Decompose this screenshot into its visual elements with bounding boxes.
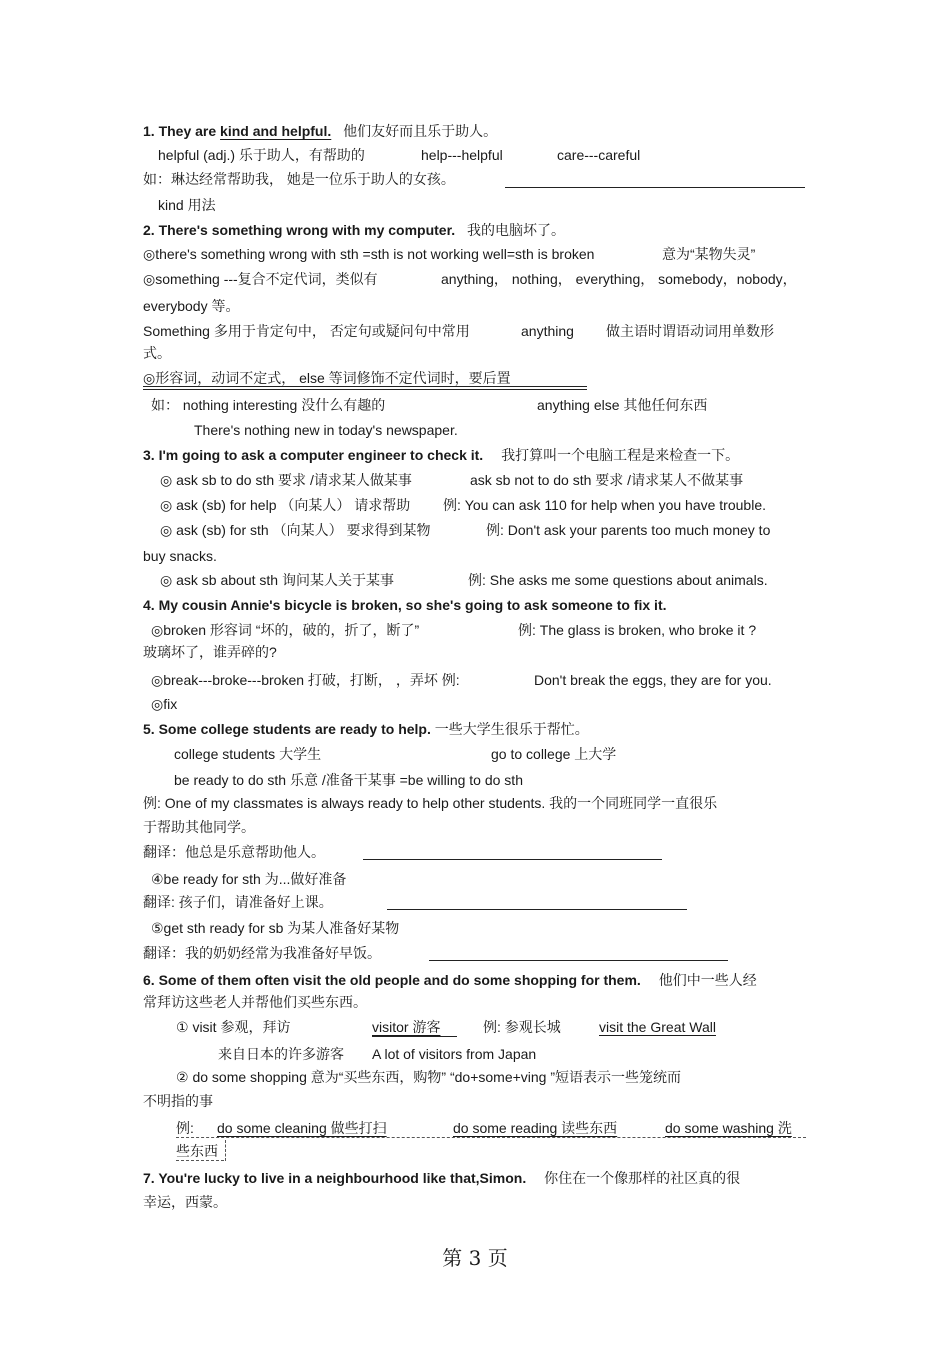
note-line: ◎break---broke---broken 打破，打断， ，弄坏 例: <box>151 672 460 688</box>
double-underline <box>143 389 587 390</box>
heading-text: 6. Some of them often visit the old people and do some shopping for them. <box>143 972 641 988</box>
translation: 他们友好而且乐于助人。 <box>343 123 498 139</box>
section-6-heading <box>143 971 757 989</box>
note-line: 意为“某物失灵” <box>662 246 756 262</box>
example-line: 例: You can ask 110 for help when you have trouble. <box>443 497 766 513</box>
note-line: 做主语时谓语动词用单数形 <box>606 323 774 339</box>
answer-blank-line <box>429 960 728 961</box>
note-line: be ready to do sth 乐意 /准备干某事 =be willing to do sth <box>174 772 523 788</box>
section-2-heading <box>143 221 565 239</box>
heading-text: 5. Some college students are ready to help. <box>143 721 431 737</box>
section-3-heading <box>143 446 739 464</box>
note-line: ◎broken 形容词 “坏的，破的，折了，断了” <box>151 622 420 638</box>
page-number: 第 3 页 <box>442 1246 508 1270</box>
dashed-divider <box>225 1140 226 1161</box>
kind-usage: kind 用法 <box>158 197 216 213</box>
heading-text: 1. They are <box>143 123 221 139</box>
translation: 你住在一个像那样的社区真的很 <box>544 1170 741 1186</box>
example-line: 于帮助其他同学。 <box>143 819 255 835</box>
answer-blank-line <box>363 859 662 860</box>
example-phrase: do some reading 读些东西 <box>453 1120 618 1136</box>
note-line: ◎there's something wrong with sth =sth is not working well=sth is broken <box>143 246 595 262</box>
translation: 我打算叫一个电脑工程是来检查一下。 <box>501 447 740 463</box>
example-line: 例: She asks me some questions about animals. <box>468 572 768 588</box>
example-line: 例: The glass is broken, who broke it ? <box>518 622 757 638</box>
note-line: ask sb not to do sth 要求 /请求某人不做某事 <box>470 472 744 488</box>
answer-blank-line <box>505 187 805 188</box>
example-line: A lot of visitors from Japan <box>372 1046 537 1062</box>
note-line: ◎形容词，动词不定式， else 等词修饰不定代词时，要后置 <box>143 370 511 386</box>
example-label: 例: <box>176 1120 194 1136</box>
translation-exercise: 翻译：他总是乐意帮助他人。 <box>143 844 325 860</box>
double-underline <box>372 1036 457 1037</box>
note-line: everybody 等。 <box>143 298 240 314</box>
example-sentence: 如：琳达经常帮助我， 她是一位乐于助人的女孩。 <box>143 171 455 187</box>
example-line: buy snacks. <box>143 548 217 564</box>
note-line: ◎ ask (sb) for help （向某人） 请求帮助 <box>160 497 411 513</box>
example-line: Don't break the eggs, they are for you. <box>534 672 772 688</box>
note-line: ④be ready for sth 为...做好准备 <box>151 871 347 887</box>
note-line: anything， nothing， everything， somebody，nobody， <box>441 271 797 287</box>
dashed-underline <box>176 1137 806 1138</box>
note-line: ① visit 参观，拜访 <box>176 1019 291 1035</box>
underlined-phrase: visit the Great Wall <box>599 1019 716 1035</box>
care-careful: care---careful <box>557 147 641 163</box>
example-line: 如： nothing interesting 没什么有趣的 <box>151 397 386 413</box>
example-phrase: do some washing 洗 <box>665 1120 792 1136</box>
section-4-heading: 4. My cousin Annie's bicycle is broken, so she's going to ask someone to fix it. <box>143 597 667 613</box>
section-5-heading <box>143 720 589 738</box>
note-line: ⑤get sth ready for sb 为某人准备好某物 <box>151 920 400 936</box>
heading-text: 7. You're lucky to live in a neighbourhood like that,Simon. <box>143 1170 527 1186</box>
dashed-underline <box>176 1160 224 1161</box>
section-1-heading <box>143 122 497 140</box>
example-line: There's nothing new in today's newspaper. <box>194 422 458 438</box>
example-line: 玻璃坏了，谁弄碎的? <box>143 644 277 660</box>
translation: 他们中一些人经 <box>658 972 757 988</box>
translation-exercise: 翻译: 孩子们，请准备好上课。 <box>143 894 333 910</box>
translation-exercise: 翻译：我的奶奶经常为我准备好早饭。 <box>143 945 381 961</box>
example-line: 例: One of my classmates is always ready to help other students. 我的一个同班同学一直很乐 <box>143 795 718 811</box>
note-line: ◎ ask (sb) for sth （向某人） 要求得到某物 <box>160 522 431 538</box>
helpful-definition: helpful (adj.) 乐于助人，有帮助的 <box>158 147 365 163</box>
note-line: 不明指的事 <box>143 1093 213 1109</box>
example-phrase: 些东西 <box>176 1143 218 1159</box>
note-line: college students 大学生 <box>174 746 322 762</box>
translation: 幸运，西蒙。 <box>143 1194 227 1210</box>
note-line: go to college 上大学 <box>491 746 617 762</box>
translation: 我的电脑坏了。 <box>467 222 566 238</box>
double-underline <box>143 386 587 387</box>
help-helpful: help---helpful <box>421 147 503 163</box>
note-line: ◎something ---复合不定代词，类似有 <box>143 271 378 287</box>
example-line: 例: 参观长城 <box>483 1019 561 1035</box>
underlined-phrase: kind and helpful. <box>220 123 332 139</box>
translation: 一些大学生很乐于帮忙。 <box>434 721 589 737</box>
example-line: 例: Don't ask your parents too much money to <box>486 522 771 538</box>
note-line: ◎ ask sb about sth 询问某人关于某事 <box>160 572 394 588</box>
underlined-phrase: visitor 游客 <box>372 1019 441 1035</box>
heading-text: 3. I'm going to ask a computer engineer to check it. <box>143 447 484 463</box>
example-line: anything else 其他任何东西 <box>537 397 708 413</box>
note-line: ◎ ask sb to do sth 要求 /请求某人做某事 <box>160 472 412 488</box>
note-line: ◎fix <box>151 696 178 712</box>
note-line: Something 多用于肯定句中， 否定句或疑问句中常用 <box>143 323 470 339</box>
example-line: 来自日本的许多游客 <box>218 1046 344 1062</box>
note-line: anything <box>521 323 574 339</box>
note-line: 式。 <box>143 345 171 361</box>
note-line: ② do some shopping 意为“买些东西，购物” “do+some+ving ”短语表示一些笼统而 <box>176 1069 682 1085</box>
translation: 常拜访这些老人并帮他们买些东西。 <box>143 994 367 1010</box>
answer-blank-line <box>387 909 687 910</box>
heading-text: 2. There's something wrong with my computer. <box>143 222 456 238</box>
example-phrase: do some cleaning 做些打扫 <box>217 1120 387 1136</box>
section-7-heading <box>143 1169 740 1187</box>
